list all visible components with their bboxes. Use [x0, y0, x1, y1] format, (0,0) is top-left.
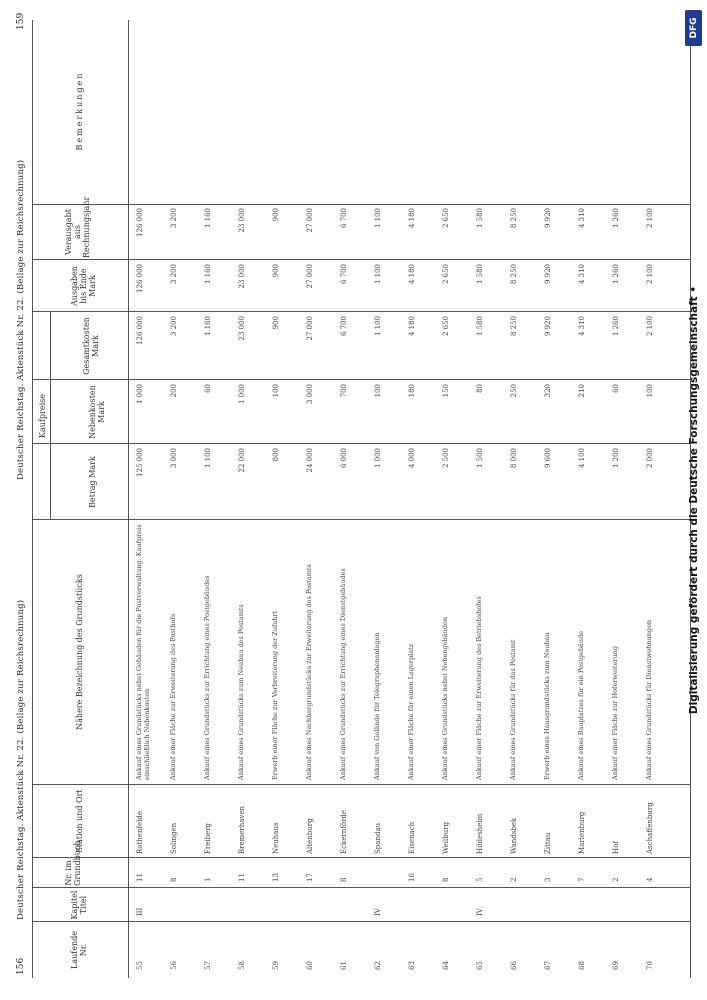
- cell-bez: Ankauf eines Bauplatzes für ein Postgebäude: [577, 630, 585, 780]
- cell-c: 3 200: [170, 316, 178, 337]
- col-header-ort: Station und Ort: [75, 789, 84, 853]
- cell-grund: 11: [136, 873, 144, 882]
- col-header-betrag: Betrag Mark: [88, 456, 97, 508]
- cell-bez: Ankauf einer Fläche zur Erweiterung des Posthofs: [169, 613, 177, 780]
- cell-a: 3 000: [170, 448, 178, 469]
- cell-d: 1 260: [612, 264, 620, 285]
- cell-grund: 1: [204, 877, 212, 882]
- cell-bez: Ankauf eines Grundstücks zur Errichtung eines Postgebäudes: [203, 575, 211, 780]
- col-rule: [32, 379, 690, 380]
- cell-c: 23 000: [238, 316, 246, 341]
- cell-ort: Rothenfelde: [136, 810, 144, 854]
- col-header-kapitel: Kapitel Titel: [70, 890, 88, 920]
- cell-grund: 7: [578, 877, 586, 882]
- cell-ort: Wandsbek: [510, 817, 518, 854]
- cell-ort: Freiberg: [204, 822, 212, 854]
- cell-grund: 5: [476, 877, 484, 882]
- cell-b: 100: [646, 384, 654, 398]
- cell-ort: Weilburg: [442, 821, 450, 854]
- cell-a: 9 600: [544, 448, 552, 469]
- cell-nr: 66: [510, 961, 518, 970]
- cell-b: 200: [170, 384, 178, 398]
- cell-ort: Neuhaus: [272, 822, 280, 854]
- cell-nr: 59: [272, 961, 280, 970]
- cell-e: 4 310: [578, 208, 586, 229]
- cell-bez: Ankauf eines Grundstücks für Dienstwohnungen: [645, 619, 653, 780]
- cell-d: 23 000: [238, 264, 246, 289]
- cell-grund: 2: [612, 877, 620, 882]
- cell-a: 24 000: [306, 448, 314, 473]
- cell-d: 126 000: [136, 264, 144, 293]
- cell-a: 1 000: [374, 448, 382, 469]
- cell-e: 8 250: [510, 208, 518, 229]
- cell-e: 6 700: [340, 208, 348, 229]
- cell-e: 1 100: [374, 208, 382, 229]
- cell-d: 4 310: [578, 264, 586, 285]
- cell-nr: 61: [340, 961, 348, 970]
- col-header-nr: Laufende Nr.: [70, 931, 88, 969]
- cell-a: 4 000: [408, 448, 416, 469]
- cell-d: 27 000: [306, 264, 314, 289]
- cell-a: 1 500: [476, 448, 484, 469]
- cell-b: 320: [544, 384, 552, 398]
- cell-grund: 16: [408, 873, 416, 882]
- cell-a: 1 200: [612, 448, 620, 469]
- col-rule: [32, 204, 690, 205]
- cell-ort: Spandau: [374, 822, 382, 854]
- col-rule: [32, 259, 690, 260]
- cell-a: 1 100: [204, 448, 212, 469]
- cell-b: 100: [374, 384, 382, 398]
- cell-bez: Erwerb einer Fläche zur Verbreiterung der Zufahrt: [271, 610, 279, 780]
- cell-ort: Marienburg: [578, 811, 586, 854]
- cell-nr: 55: [136, 961, 144, 970]
- cell-ort: Eckernförde: [340, 809, 348, 854]
- cell-c: 8 250: [510, 316, 518, 337]
- cell-b: 180: [408, 384, 416, 398]
- cell-c: 1 160: [204, 316, 212, 337]
- cell-d: 900: [272, 264, 280, 278]
- cell-kap: III: [136, 907, 144, 916]
- cell-b: 250: [510, 384, 518, 398]
- cell-nr: 69: [612, 961, 620, 970]
- header-title-left: Deutscher Reichstag. Aktenstück Nr. 22. (Beilage zur Reichsrechnung): [16, 599, 26, 920]
- cell-ort: Hildesheim: [476, 813, 484, 854]
- cell-d: 2 650: [442, 264, 450, 285]
- dfg-logo: DFG: [685, 10, 702, 46]
- cell-c: 2 100: [646, 316, 654, 337]
- col-header-ausgaben: Ausgaben bis Ende Mark: [70, 266, 97, 306]
- cell-a: 4 100: [578, 448, 586, 469]
- cell-d: 1 100: [374, 264, 382, 285]
- cell-b: 700: [340, 384, 348, 398]
- cell-grund: 3: [544, 877, 552, 882]
- page-number-right: 159: [16, 12, 26, 30]
- col-header-bemerkungen: Bemerkungen: [75, 71, 84, 151]
- cell-nr: 70: [646, 961, 654, 970]
- col-rule: [32, 784, 690, 785]
- cell-d: 3 200: [170, 264, 178, 285]
- cell-e: 3 200: [170, 208, 178, 229]
- cell-bez: Ankauf eines Grundstücks nebst Nebengebäuden: [441, 616, 449, 780]
- cell-c: 4 180: [408, 316, 416, 337]
- cell-c: 9 920: [544, 316, 552, 337]
- col-header-group: Kaufpreise: [38, 394, 47, 438]
- cell-ort: Bremerhaven: [238, 805, 246, 854]
- cell-c: 2 650: [442, 316, 450, 337]
- cell-e: 1 160: [204, 208, 212, 229]
- cell-b: 1 000: [238, 384, 246, 405]
- cell-e: 4 180: [408, 208, 416, 229]
- cell-nr: 56: [170, 961, 178, 970]
- col-rule: [32, 887, 690, 888]
- cell-c: 27 000: [306, 316, 314, 341]
- col-rule: [32, 857, 690, 858]
- cell-e: 1 260: [612, 208, 620, 229]
- cell-bez: Ankauf einer Fläche zur Hoferweiterung: [611, 645, 619, 780]
- cell-c: 1 580: [476, 316, 484, 337]
- cell-kap: IV: [476, 908, 484, 916]
- cell-bez: Ankauf einer Fläche für einen Lagerplatz: [407, 643, 415, 780]
- cell-ort: Zittau: [544, 832, 552, 854]
- cell-bez: Ankauf eines Grundstücks zur Errichtung eines Dienstgebäudes: [339, 568, 347, 780]
- cell-bez: Ankauf von Gelände für Telegraphenanlagen: [373, 632, 381, 780]
- col-rule: [32, 519, 690, 520]
- cell-grund: 13: [272, 873, 280, 882]
- cell-b: 1 000: [136, 384, 144, 405]
- cell-bez: Ankauf eines Nachbargrundstücks zur Erweiterung des Postamts: [305, 564, 313, 780]
- cell-c: 900: [272, 316, 280, 330]
- cell-a: 8 000: [510, 448, 518, 469]
- cell-a: 22 000: [238, 448, 246, 473]
- col-header-bezeichnung: Nähere Bezeichnung des Grundstücks: [75, 574, 84, 730]
- cell-d: 1 160: [204, 264, 212, 285]
- cell-grund: 8: [340, 877, 348, 882]
- cell-a: 2 000: [646, 448, 654, 469]
- col-header-nebenkosten: Nebenkosten Mark: [88, 385, 106, 439]
- cell-grund: 11: [238, 873, 246, 882]
- cell-nr: 60: [306, 961, 314, 970]
- cell-kap: IV: [374, 908, 382, 916]
- cell-e: 2 100: [646, 208, 654, 229]
- header-title-right: Deutscher Reichstag. Aktenstück Nr. 22. (Beilage zur Reichsrechnung): [16, 159, 26, 480]
- cell-a: 6 000: [340, 448, 348, 469]
- cell-b: 80: [476, 384, 484, 393]
- cell-d: 8 250: [510, 264, 518, 285]
- cell-nr: 63: [408, 961, 416, 970]
- cell-grund: 8: [170, 877, 178, 882]
- cell-d: 9 920: [544, 264, 552, 285]
- cell-ort: Aschaffenburg: [646, 802, 654, 854]
- watermark-text: Digitalisierung gefördert durch die Deutsche Forschungsgemeinschaft •: [688, 285, 700, 715]
- cell-grund: 4: [646, 877, 654, 882]
- cell-nr: 68: [578, 961, 586, 970]
- cell-e: 23 000: [238, 208, 246, 233]
- col-header-gesamt: Gesamtkosten Mark: [82, 317, 100, 375]
- group-rule: [50, 312, 51, 520]
- cell-a: 125 000: [136, 448, 144, 477]
- cell-nr: 64: [442, 961, 450, 970]
- cell-c: 1 260: [612, 316, 620, 337]
- cell-c: 126 000: [136, 316, 144, 345]
- cell-b: 3 000: [306, 384, 314, 405]
- cell-d: 6 700: [340, 264, 348, 285]
- table-top-rule: [32, 20, 33, 978]
- cell-b: 100: [272, 384, 280, 398]
- cell-grund: 17: [306, 873, 314, 882]
- cell-ort: Eisenach: [408, 821, 416, 854]
- watermark-band: [682, 8, 706, 992]
- cell-a: 800: [272, 448, 280, 462]
- cell-nr: 67: [544, 961, 552, 970]
- cell-d: 4 180: [408, 264, 416, 285]
- cell-ort: Altenburg: [306, 818, 314, 854]
- cell-ort: Hof: [612, 841, 620, 854]
- cell-d: 1 580: [476, 264, 484, 285]
- cell-nr: 62: [374, 961, 382, 970]
- cell-bez: Ankauf einer Fläche zur Erweiterung des Betriebshofes: [475, 596, 483, 780]
- cell-a: 2 500: [442, 448, 450, 469]
- cell-c: 6 700: [340, 316, 348, 337]
- cell-bez: Ankauf eines Grundstücks zum Neubau des Postamts: [237, 604, 245, 780]
- cell-e: 27 000: [306, 208, 314, 233]
- cell-c: 4 310: [578, 316, 586, 337]
- cell-e: 1 580: [476, 208, 484, 229]
- cell-d: 2 100: [646, 264, 654, 285]
- page-number-left: 156: [16, 957, 26, 975]
- cell-nr: 57: [204, 961, 212, 970]
- header-bottom-rule: [128, 20, 129, 978]
- cell-nr: 65: [476, 961, 484, 970]
- cell-nr: 58: [238, 961, 246, 970]
- cell-bez: Erwerb eines Hausgrundstücks zum Neubau: [543, 632, 551, 780]
- cell-bez: Ankauf eines Grundstücks nebst Gebäuden für die Postverwaltung. Kaufpreis einschließlich Nebenkosten: [135, 524, 151, 780]
- col-rule: [32, 443, 690, 444]
- col-header-grundbuch: Nr. im Grundbuch: [64, 840, 82, 886]
- cell-e: 9 920: [544, 208, 552, 229]
- cell-e: 2 650: [442, 208, 450, 229]
- cell-c: 1 100: [374, 316, 382, 337]
- cell-grund: 2: [510, 877, 518, 882]
- cell-b: 150: [442, 384, 450, 398]
- col-header-verausgabt: Verausgabt aus Rechnungsjahr: [64, 196, 91, 258]
- col-rule: [32, 311, 690, 312]
- cell-b: 60: [204, 384, 212, 393]
- cell-ort: Solingen: [170, 822, 178, 854]
- cell-bez: Ankauf eines Grundstücks für das Postamt: [509, 639, 517, 780]
- cell-e: 126 000: [136, 208, 144, 237]
- col-rule: [32, 921, 690, 922]
- cell-b: 60: [612, 384, 620, 393]
- cell-grund: 8: [442, 877, 450, 882]
- cell-b: 210: [578, 384, 586, 398]
- cell-e: 900: [272, 208, 280, 222]
